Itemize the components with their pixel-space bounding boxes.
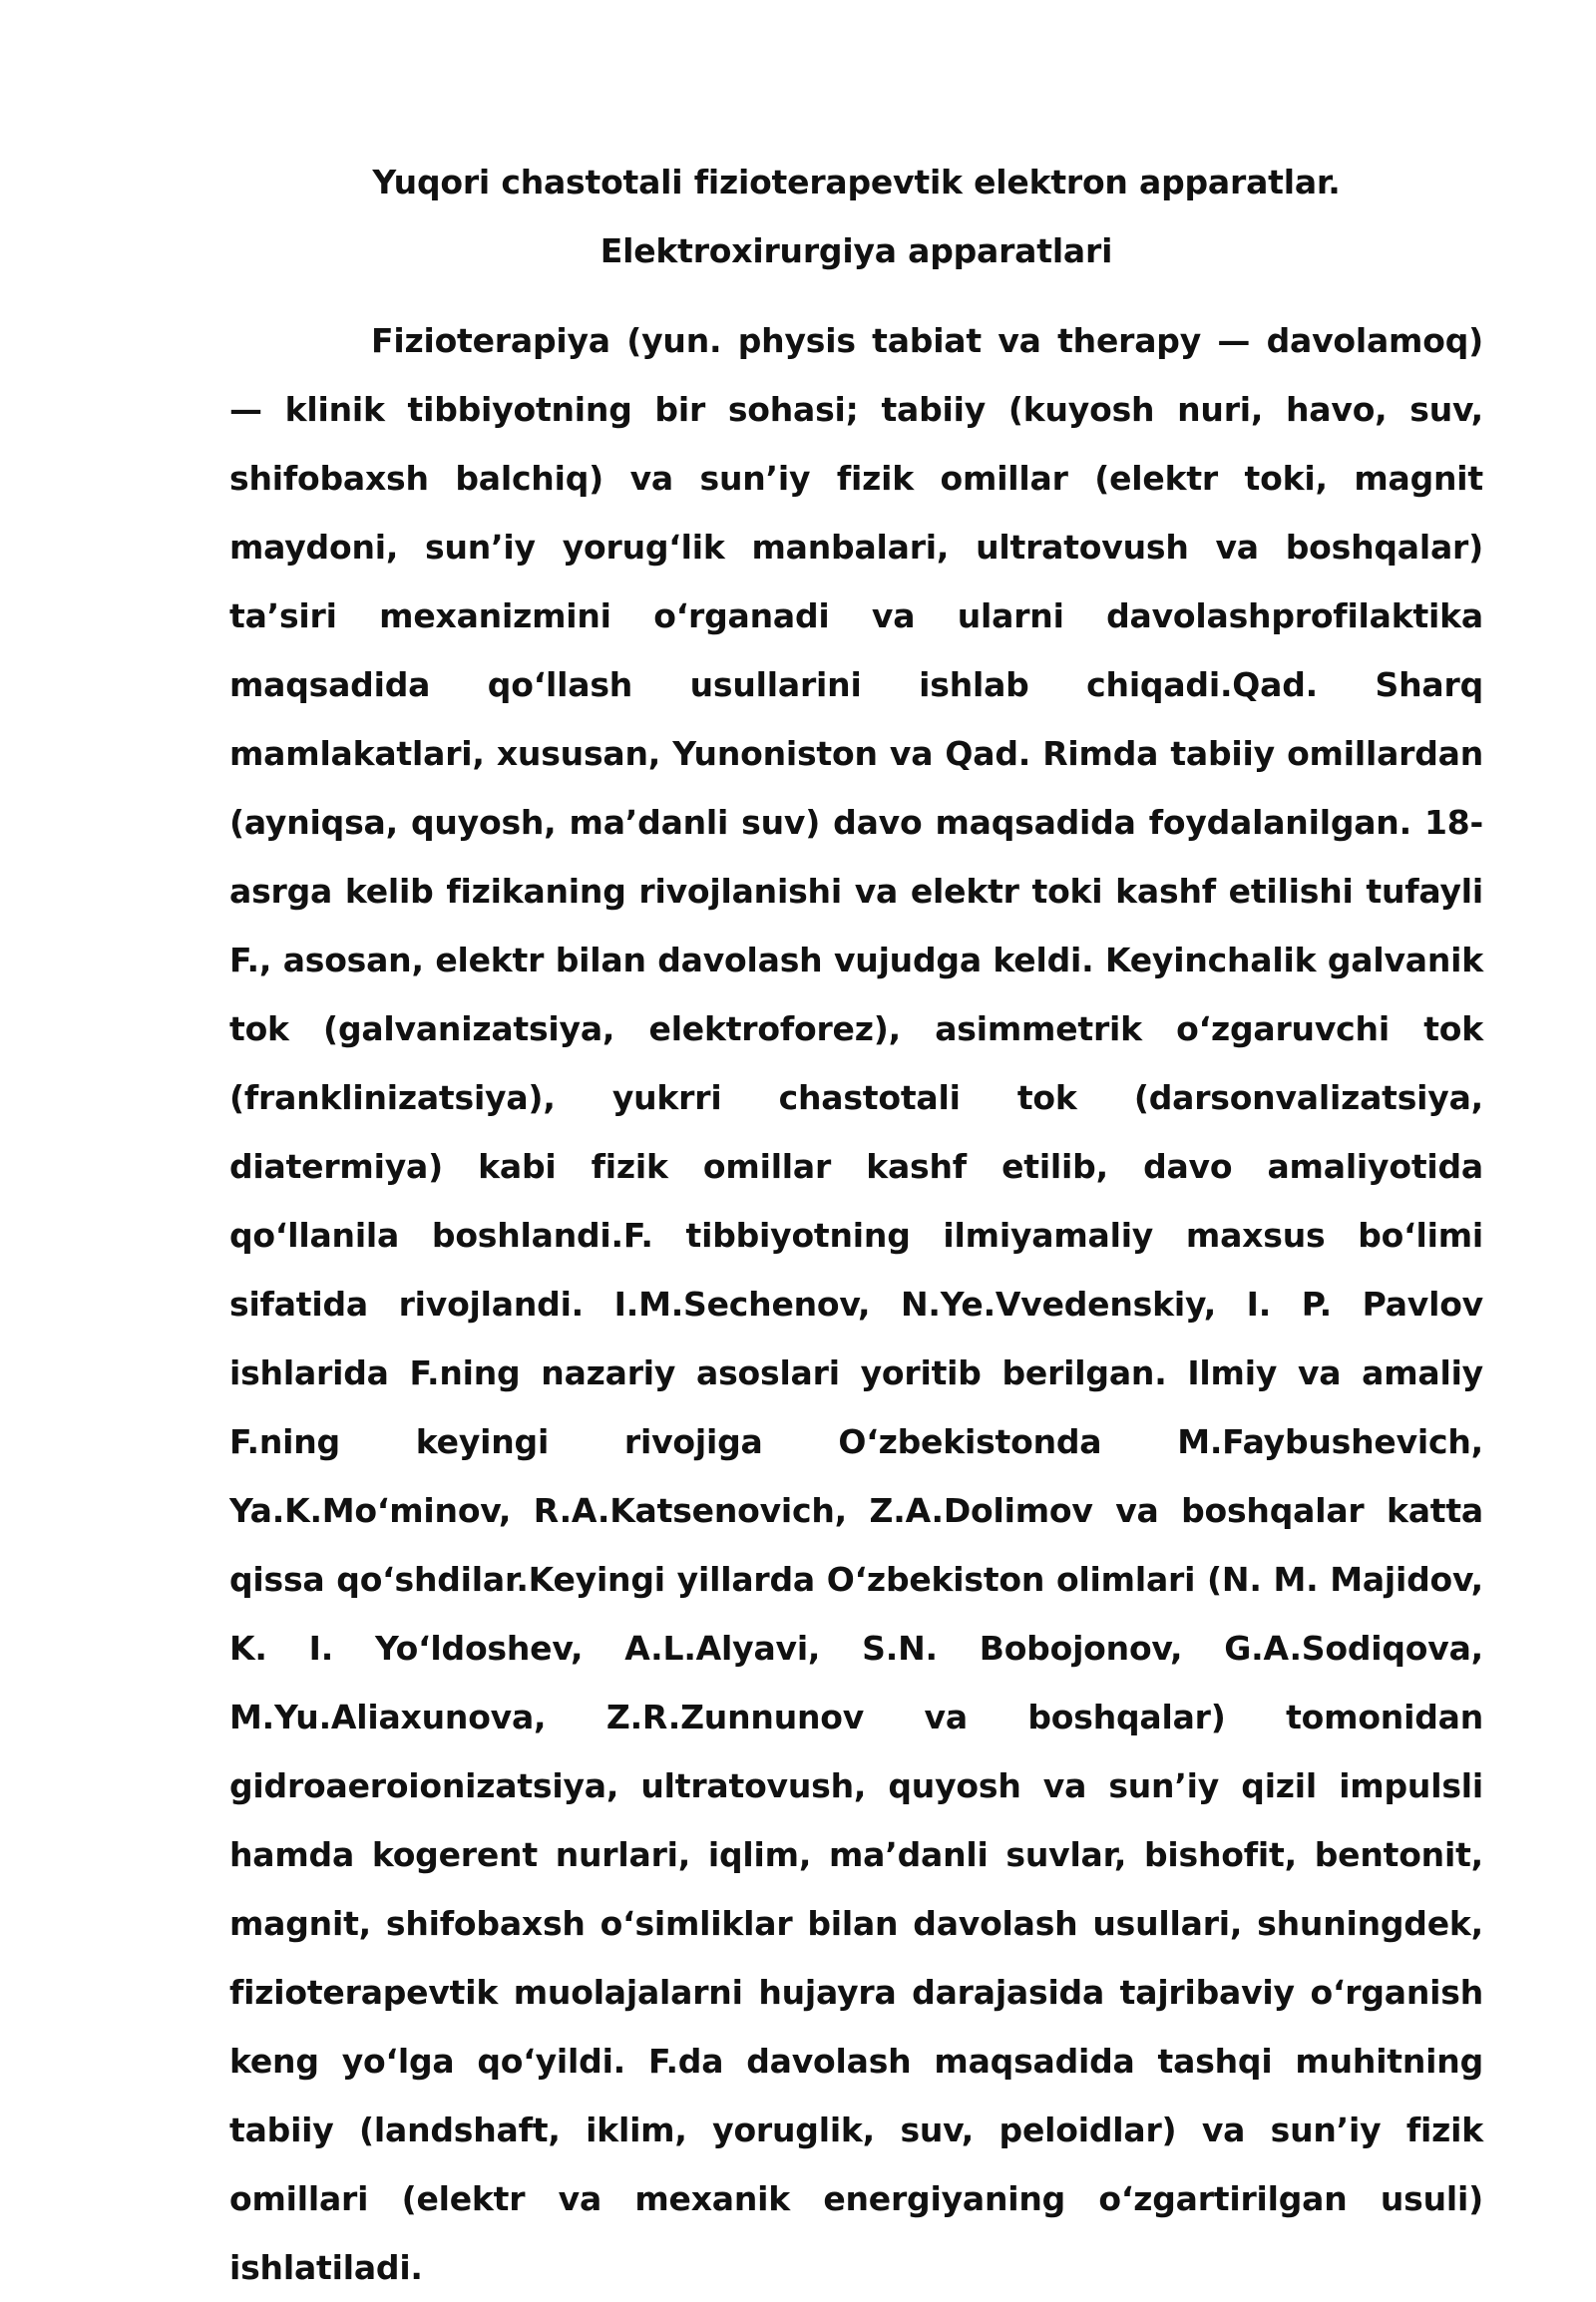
document-title: Yuqori chastotali fizioterapevtik elektron apparatlar. Elektroxirurgiya apparatlari: [372, 163, 1341, 270]
body-paragraph: Fizioterapiya (yun. physis tabiat va therapy — davolamoq) — klinik tibbiyotning bir sohasi; tabiiy (kuyosh nuri, havo, suv, shifobaxsh balchiq) va sun’iy fizik omillar (elektr toki, magnit maydoni, sun’iy yorugʻlik manbalari, ultratovush va boshqalar) ta’siri mexanizmini oʻrganadi va ularni davolashprofilaktika maqsadida qoʻllash usullarini ishlab chiqadi.Qad. Sharq mamlakatlari, xususan, Yunoniston va Qad. Rimda tabiiy omillardan (ayniqsa, quyosh, ma’danli suv) davo maqsadida foydalanilgan. 18-asrga kelib fizikaning rivojlanishi va elektr toki kashf etilishi tufayli F., asosan, elektr bilan davolash vujudga keldi. Keyinchalik galvanik tok (galvanizatsiya, elektroforez), asimmetrik oʻzgaruvchi tok (franklinizatsiya), yukrri chastotali tok (darsonvalizatsiya, diatermiya) kabi fizik omillar kashf etilib, davo amaliyotida qoʻllanila boshlandi.F. tibbiyotning ilmiyamaliy maxsus boʻlimi sifatida rivojlandi. I.M.Sechenov, N.Ye.Vvedenskiy, I. P. Pavlov ishlarida F.ning nazariy asoslari yoritib berilgan. Ilmiy va amaliy F.ning keyingi rivojiga Oʻzbekistonda M.Faybushevich, Ya.K.Moʻminov, R.A.Katsenovich, Z.A.Dolimov va boshqalar katta qissa qoʻshdilar.Keyingi yillarda Oʻzbekiston olimlari (N. M. Majidov, K. I. Yoʻldoshev, A.L.Alyavi, S.N. Bobojonov, G.A.Sodiqova, M.Yu.Aliaxunova, Z.R.Zunnunov va boshqalar) tomonidan gidroaeroionizatsiya, ultratovush, quyosh va sun’iy qizil impulsli hamda kogerent nurlari, iqlim, ma’danli suvlar, bishofit, bentonit, magnit, shifobaxsh oʻsimliklar bilan davolash usullari, shuningdek, fizioterapevtik muolajalarni hujayra darajasida tajribaviy oʻrganish keng yoʻlga qoʻyildi. F.da davolash maqsadida tashqi muhitning tabiiy (landshaft, iklim, yoruglik, suv, peloidlar) va sun’iy fizik omillari (elektr va mexanik energiyaning oʻzgartirilgan usuli) ishlatiladi.: [229, 321, 1483, 2287]
